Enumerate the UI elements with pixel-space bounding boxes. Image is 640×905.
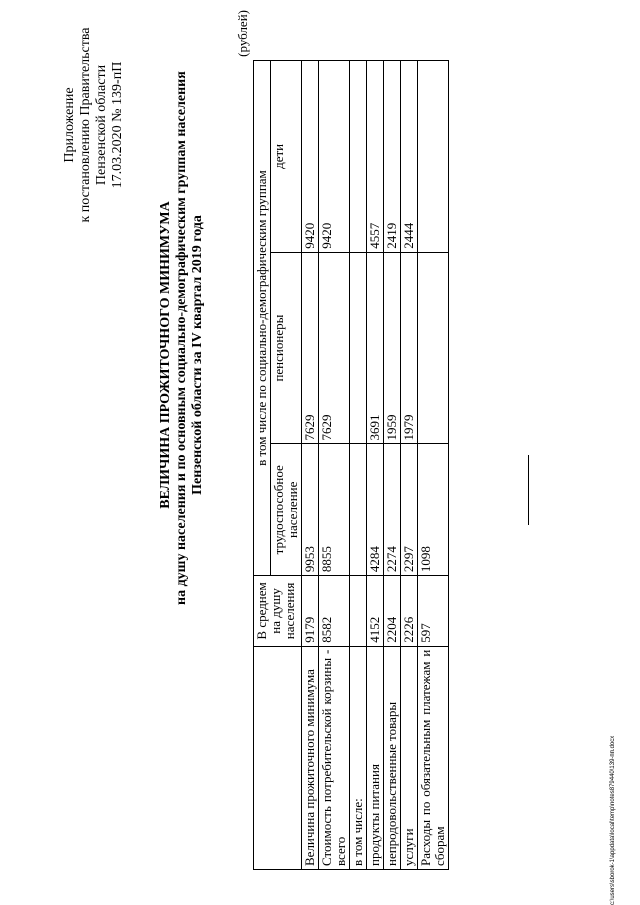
table-row: [367, 61, 384, 870]
cell-average: 4152: [367, 576, 384, 647]
appendix-line: к постановлению Правительства: [78, 27, 93, 223]
cell-working-age: 9953: [302, 444, 319, 576]
table-header-row: [254, 61, 271, 870]
table-row: [302, 61, 319, 870]
table-row: [384, 61, 401, 870]
cell-working-age: [350, 444, 367, 576]
file-path-footer: c:\users\sborok-1\appdata\local\temp\notes879440\139-пп.docx: [610, 735, 616, 905]
cell-children: [350, 61, 367, 253]
separator-line: [528, 455, 529, 525]
row-label: услуги: [401, 646, 418, 869]
title-line: Пензенской области за IV квартал 2019 года: [190, 215, 205, 495]
cell-average: 2204: [384, 576, 401, 647]
cell-children: 9420: [302, 61, 319, 253]
cell-children: 4557: [367, 61, 384, 253]
document-title: [158, 71, 206, 605]
row-label: в том числе:: [350, 646, 367, 869]
cell-children: 2419: [384, 61, 401, 253]
appendix-line: Приложение: [62, 87, 77, 163]
header-pensioners: пенсионеры: [271, 252, 302, 444]
row-label: продукты питания: [367, 646, 384, 869]
units-label: (рублей): [235, 10, 250, 57]
cell-pensioners: [350, 252, 367, 444]
cell-pensioners: 7629: [302, 252, 319, 444]
row-label: Расходы по обязательным платежам и сборам: [418, 646, 449, 869]
cell-working-age: 1098: [418, 444, 449, 576]
cell-children: 9420: [319, 61, 350, 253]
appendix-block: [62, 0, 126, 250]
cell-working-age: 4284: [367, 444, 384, 576]
header-children: дети: [271, 61, 302, 253]
title-line: ВЕЛИЧИНА ПРОЖИТОЧНОГО МИНИМУМА: [158, 201, 173, 509]
header-average: В среднем на душу населения: [254, 576, 302, 647]
cell-pensioners: 7629: [319, 252, 350, 444]
cell-children: [418, 61, 449, 253]
cell-pensioners: 1959: [384, 252, 401, 444]
cell-average: 597: [418, 576, 449, 647]
row-label: Величина прожиточного минимума: [302, 646, 319, 869]
header-empty: [254, 646, 302, 869]
appendix-line: Пензенской области: [94, 64, 109, 186]
cell-working-age: 2297: [401, 444, 418, 576]
cell-working-age: 8855: [319, 444, 350, 576]
cell-pensioners: 3691: [367, 252, 384, 444]
cell-working-age: 2274: [384, 444, 401, 576]
table-row: [319, 61, 350, 870]
header-working-age: трудоспособное население: [271, 444, 302, 576]
cell-pensioners: [418, 252, 449, 444]
title-line: на душу населения и по основным социально-демографическим группам населения: [174, 71, 189, 605]
row-label: Стоимость потребительской корзины - всего: [319, 646, 350, 869]
cell-average: 2226: [401, 576, 418, 647]
subsistence-table: [253, 60, 449, 870]
table-row: [350, 61, 367, 870]
cell-average: 9179: [302, 576, 319, 647]
cell-average: [350, 576, 367, 647]
header-group: в том числе по социально-демографическим группам: [254, 61, 271, 576]
cell-children: 2444: [401, 61, 418, 253]
appendix-line: 17.03.2020 № 139-пП: [110, 61, 125, 189]
table-row: [418, 61, 449, 870]
row-label: непродовольственные товары: [384, 646, 401, 869]
table-row: [401, 61, 418, 870]
cell-average: 8582: [319, 576, 350, 647]
cell-pensioners: 1979: [401, 252, 418, 444]
